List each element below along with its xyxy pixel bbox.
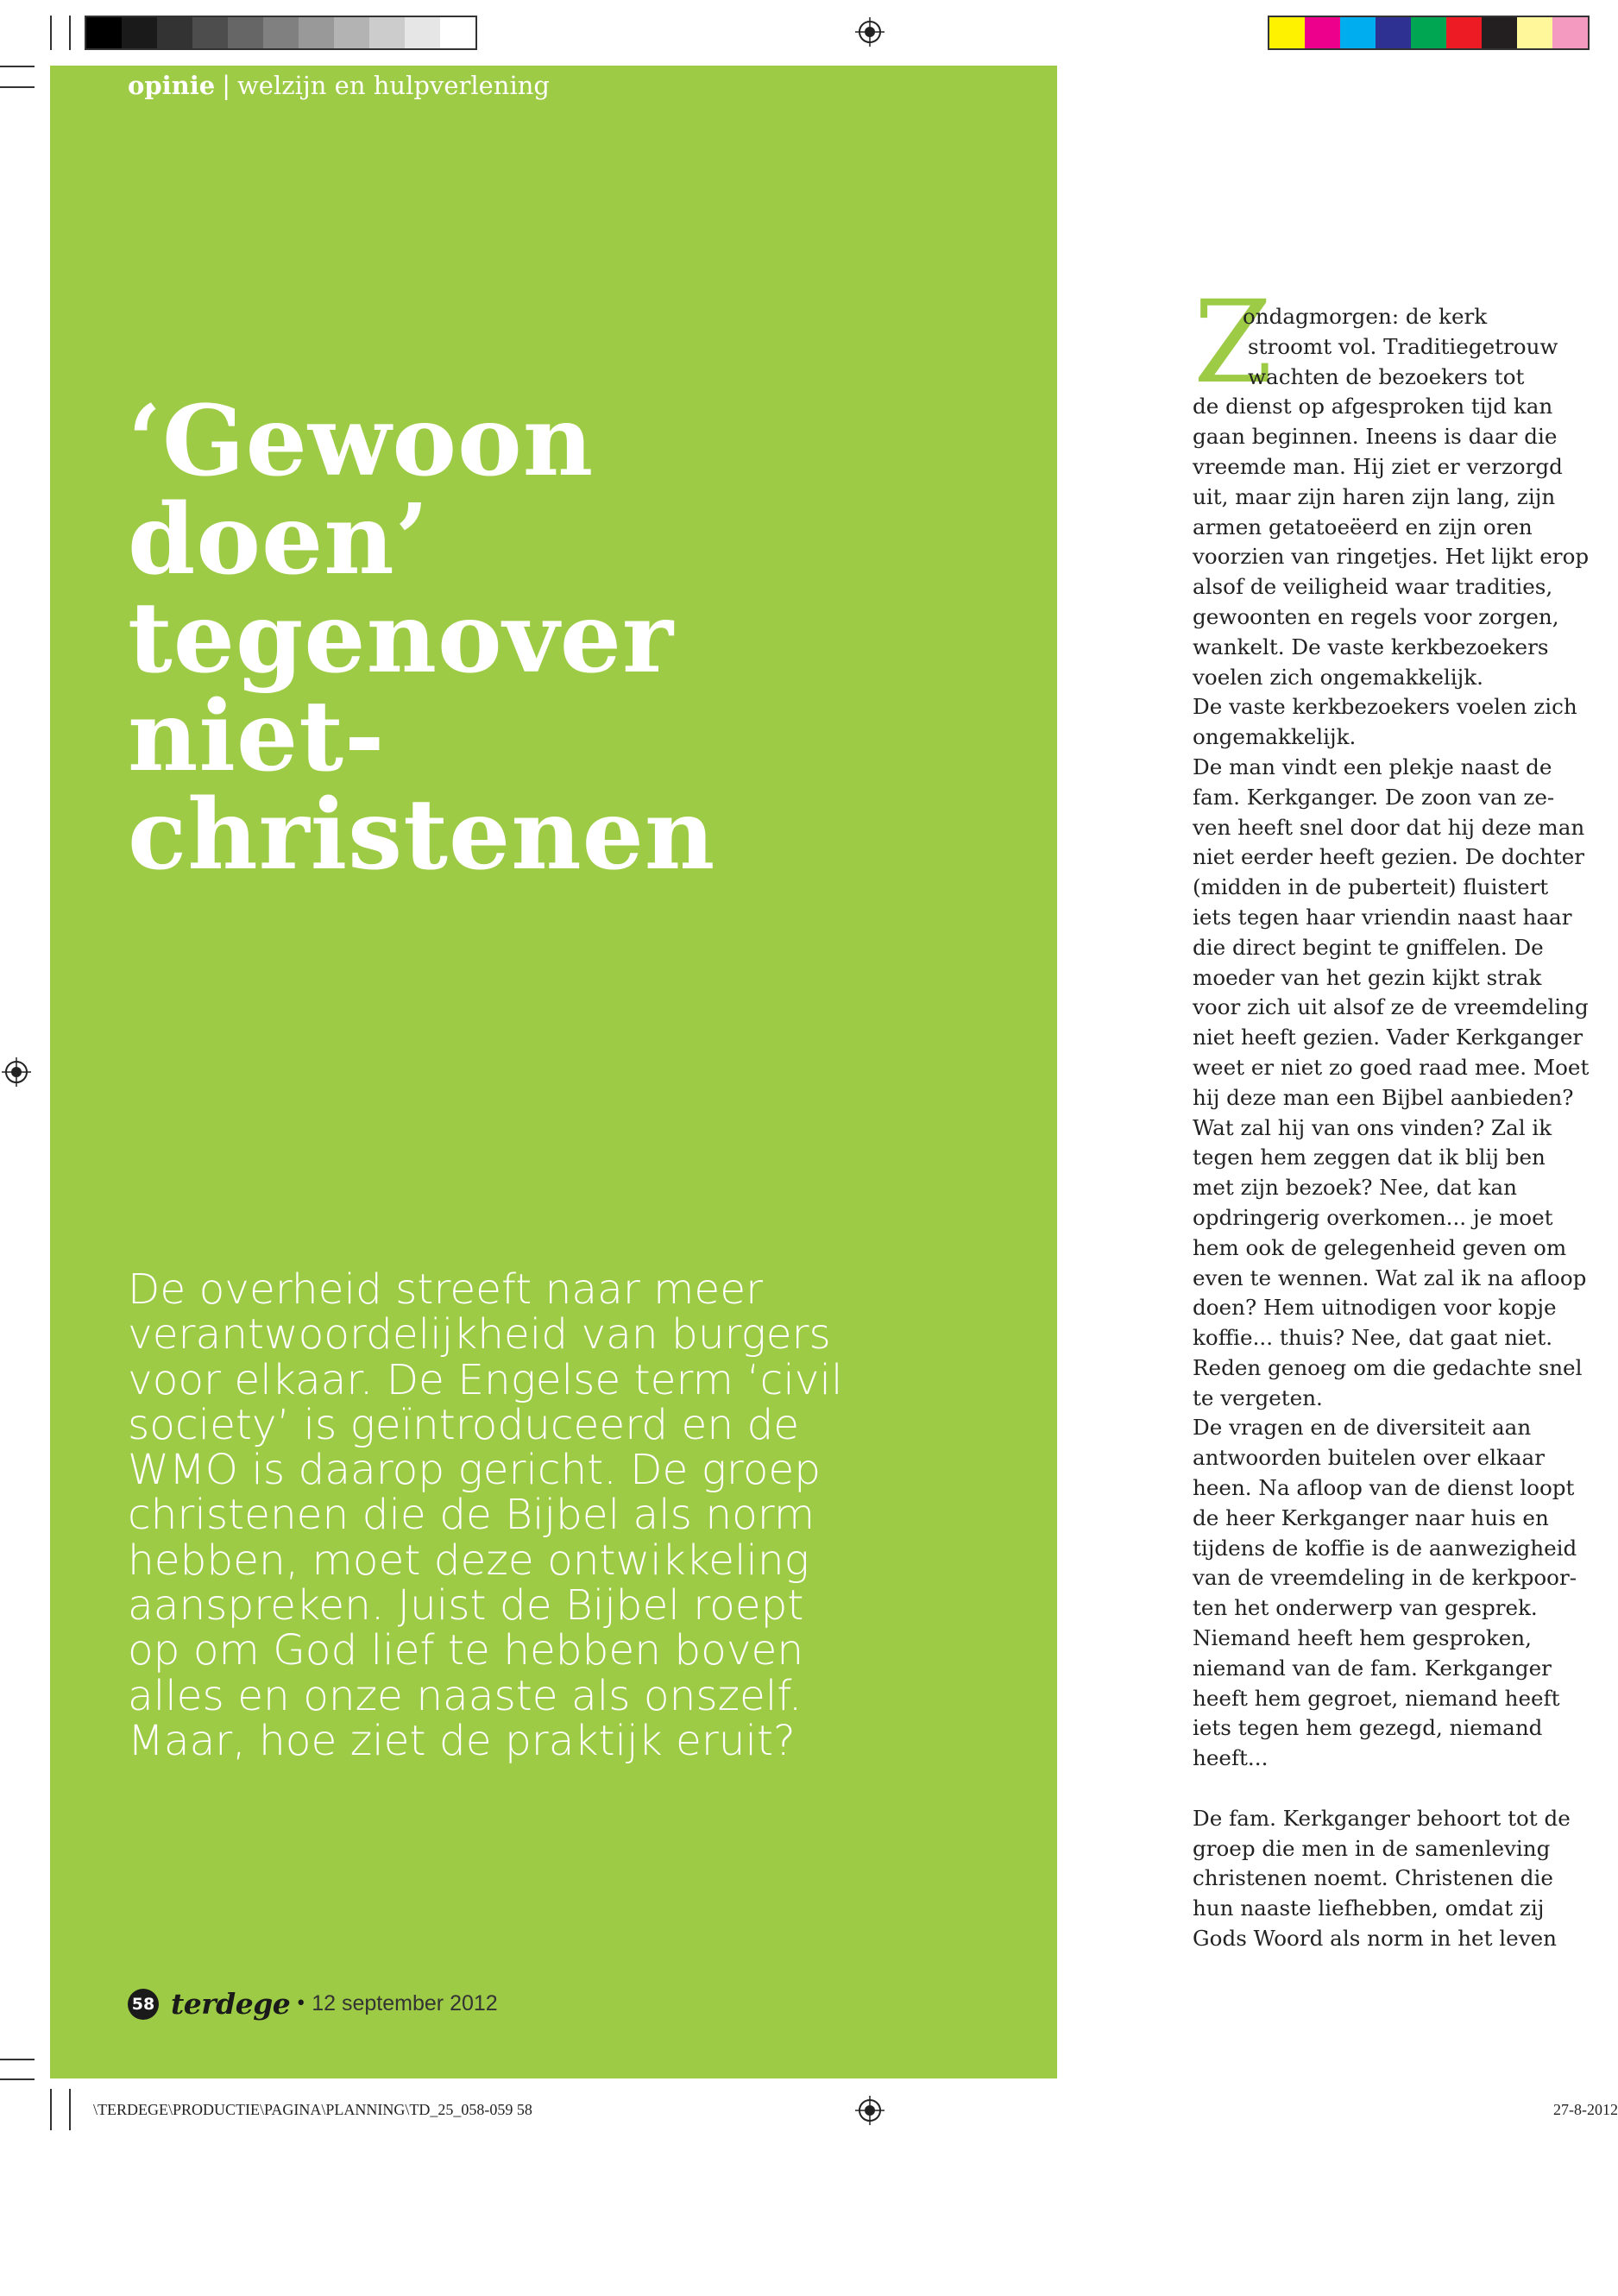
color-swatch (1305, 17, 1340, 48)
article-headline (128, 385, 991, 892)
intro-line: op om God lief te hebben boven (128, 1626, 804, 1675)
color-swatch (1552, 17, 1588, 48)
gray-swatch (86, 17, 122, 48)
body-line: gaan beginnen. Ineens is daar die (1193, 424, 1558, 450)
slug-date: 27-8-2012 (1553, 2101, 1618, 2118)
body-line: hij deze man een Bijbel aanbieden? (1193, 1084, 1574, 1110)
color-swatch (1446, 17, 1482, 48)
intro-line: christenen die de Bijbel als norm (128, 1491, 815, 1540)
body-line: van de vreemdeling in de kerkpoor- (1193, 1565, 1577, 1591)
body-line: heeft hem gegroet, niemand heeft (1193, 1685, 1560, 1711)
body-line: de heer Kerkganger naar huis en (1193, 1504, 1549, 1530)
body-line: uit, maar zijn haren zijn lang, zijn (1193, 483, 1556, 509)
body-line: alsof de veiligheid waar tradities, (1193, 574, 1553, 600)
body-line: tijdens de koffie is de aanwezigheid (1193, 1535, 1577, 1561)
crop-mark (69, 16, 71, 50)
headline-line: doen’ (128, 483, 430, 596)
magazine-logo: terdege (171, 1987, 291, 2021)
body-line: heeft... (1193, 1745, 1269, 1771)
registration-mark-icon (855, 17, 885, 47)
body-line: Wat zal hij van ons vinden? Zal ik (1193, 1114, 1552, 1140)
intro-line: Maar, hoe ziet de praktijk eruit? (128, 1716, 796, 1765)
green-intro-panel (50, 66, 1057, 2078)
crop-mark (0, 2078, 35, 2080)
gray-swatch (299, 17, 334, 48)
body-line (1193, 1774, 1572, 1804)
body-line: De fam. Kerkganger behoort tot de (1193, 1805, 1571, 1831)
body-line: moeder van het gezin kijkt strak (1193, 964, 1542, 990)
body-line: te vergeten. (1193, 1385, 1323, 1410)
section-subcategory: welzijn en hulpverlening (236, 71, 550, 100)
body-line: hem ook de gelegenheid geven om (1193, 1234, 1567, 1260)
body-line: armen getatoeëerd en zijn oren (1193, 514, 1533, 539)
headline-line: tegenover (128, 582, 675, 695)
file-path-slug: \TERDEGE\PRODUCTIE\PAGINA\PLANNING\TD_25_058-059 58 (93, 2101, 532, 2118)
gray-swatch (228, 17, 263, 48)
body-line: (midden in de puberteit) fluistert (1193, 874, 1549, 900)
page-footer (128, 1987, 498, 2021)
gray-swatch (405, 17, 440, 48)
article-intro (128, 1267, 1008, 1763)
footer-bullet: • (295, 1993, 307, 2015)
gray-swatch (263, 17, 299, 48)
body-line: niemand van de fam. Kerkganger (1193, 1655, 1552, 1681)
body-line: heen. Na afloop van de dienst loopt (1193, 1475, 1575, 1501)
intro-line: voor elkaar. De Engelse term ‘civil (128, 1355, 843, 1404)
color-swatch (1517, 17, 1552, 48)
body-line: vreemde man. Hij ziet er verzorgd (1193, 453, 1563, 479)
headline-line: niet- (128, 680, 386, 793)
body-line: iets tegen hem gezegd, niemand (1193, 1715, 1543, 1741)
body-line: de dienst op afgesproken tijd kan (1193, 394, 1553, 419)
intro-line: De overheid streeft naar meer (128, 1265, 764, 1314)
intro-line: alles en onze naaste als onszelf. (128, 1671, 803, 1720)
body-line: gewoonten en regels voor zorgen, (1193, 603, 1559, 629)
headline-line: ‘Gewoon (128, 385, 595, 498)
article-body (1193, 302, 1590, 1954)
page-number-badge: 58 (128, 1989, 159, 2020)
gray-swatch (157, 17, 192, 48)
body-line: wachten de bezoekers tot (1248, 363, 1525, 389)
body-line: wankelt. De vaste kerkbezoekers (1193, 634, 1549, 659)
body-line: voor zich uit alsof ze de vreemdeling (1193, 994, 1589, 1020)
color-calibration-strip (1268, 16, 1590, 50)
body-line: ondagmorgen: de kerk (1243, 304, 1488, 329)
body-line: De vaste kerkbezoekers voelen zich (1193, 694, 1577, 720)
crop-mark (0, 86, 35, 88)
body-line: opdringerig overkomen... je moet (1193, 1204, 1553, 1230)
gray-calibration-strip (85, 16, 477, 50)
gray-swatch (369, 17, 405, 48)
color-swatch (1376, 17, 1411, 48)
color-swatch (1482, 17, 1517, 48)
body-line: christenen noemt. Christenen die (1193, 1865, 1553, 1891)
crop-mark (69, 2089, 71, 2130)
body-line: fam. Kerkganger. De zoon van ze- (1193, 784, 1555, 810)
body-line: stroomt vol. Traditiegetrouw (1248, 333, 1558, 359)
crop-mark (0, 2059, 35, 2060)
body-line: voelen zich ongemakkelijk. (1193, 664, 1483, 690)
registration-mark-icon (855, 2096, 885, 2125)
body-line: antwoorden buitelen over elkaar (1193, 1445, 1545, 1471)
intro-line: hebben, moet deze ontwikkeling (128, 1536, 809, 1585)
section-separator: | (222, 71, 230, 100)
registration-mark-icon (2, 1057, 31, 1087)
gray-swatch (122, 17, 157, 48)
body-line: iets tegen haar vriendin naast haar (1193, 904, 1572, 930)
body-line: niet heeft gezien. Vader Kerkganger (1193, 1025, 1583, 1050)
body-line: even te wennen. Wat zal ik na afloop (1193, 1265, 1587, 1290)
body-line: De man vindt een plekje naast de (1193, 754, 1552, 779)
body-line: Reden genoeg om die gedachte snel (1193, 1354, 1583, 1380)
body-line: voorzien van ringetjes. Het lijkt erop (1193, 544, 1590, 570)
body-line: tegen hem zeggen dat ik blij ben (1193, 1145, 1546, 1170)
gray-swatch (334, 17, 369, 48)
body-line: doen? Hem uitnodigen voor kopje (1193, 1295, 1557, 1321)
body-line: niet eerder heeft gezien. De dochter (1193, 844, 1585, 870)
body-line: met zijn bezoek? Nee, dat kan (1193, 1175, 1517, 1201)
body-line: ven heeft snel door dat hij deze man (1193, 814, 1585, 840)
intro-line: WMO is daarop gericht. De groep (128, 1446, 822, 1495)
body-line: De vragen en de diversiteit aan (1193, 1415, 1532, 1441)
gray-swatch (440, 17, 475, 48)
crop-mark (50, 16, 52, 50)
crop-mark (50, 2089, 52, 2130)
intro-line: aanspreken. Juist de Bijbel roept (128, 1581, 804, 1631)
body-line: hun naaste liefhebben, omdat zij (1193, 1895, 1545, 1921)
section-label (128, 71, 550, 100)
body-line: koffie... thuis? Nee, dat gaat niet. (1193, 1325, 1553, 1351)
body-line: Niemand heeft hem gesproken, (1193, 1625, 1532, 1651)
body-line: ongemakkelijk. (1193, 724, 1357, 750)
drop-cap: Z (1193, 276, 1273, 409)
body-line: Gods Woord als norm in het leven (1193, 1926, 1558, 1952)
body-line: ten het onderwerp van gesprek. (1193, 1595, 1538, 1621)
intro-line: verantwoordelijkheid van burgers (128, 1310, 831, 1359)
crop-mark (0, 66, 35, 67)
color-swatch (1411, 17, 1446, 48)
body-line: die direct begint te gniffelen. De (1193, 934, 1544, 960)
color-swatch (1340, 17, 1376, 48)
gray-swatch (192, 17, 228, 48)
issue-date: 12 september 2012 (312, 1991, 498, 2015)
body-line: groep die men in de samenleving (1193, 1835, 1551, 1861)
intro-line: society’ is geïntroduceerd en de (128, 1400, 800, 1449)
headline-line: christenen (128, 779, 716, 892)
color-swatch (1269, 17, 1305, 48)
body-line: weet er niet zo goed raad mee. Moet (1193, 1054, 1590, 1080)
section-category: opinie (128, 71, 216, 100)
